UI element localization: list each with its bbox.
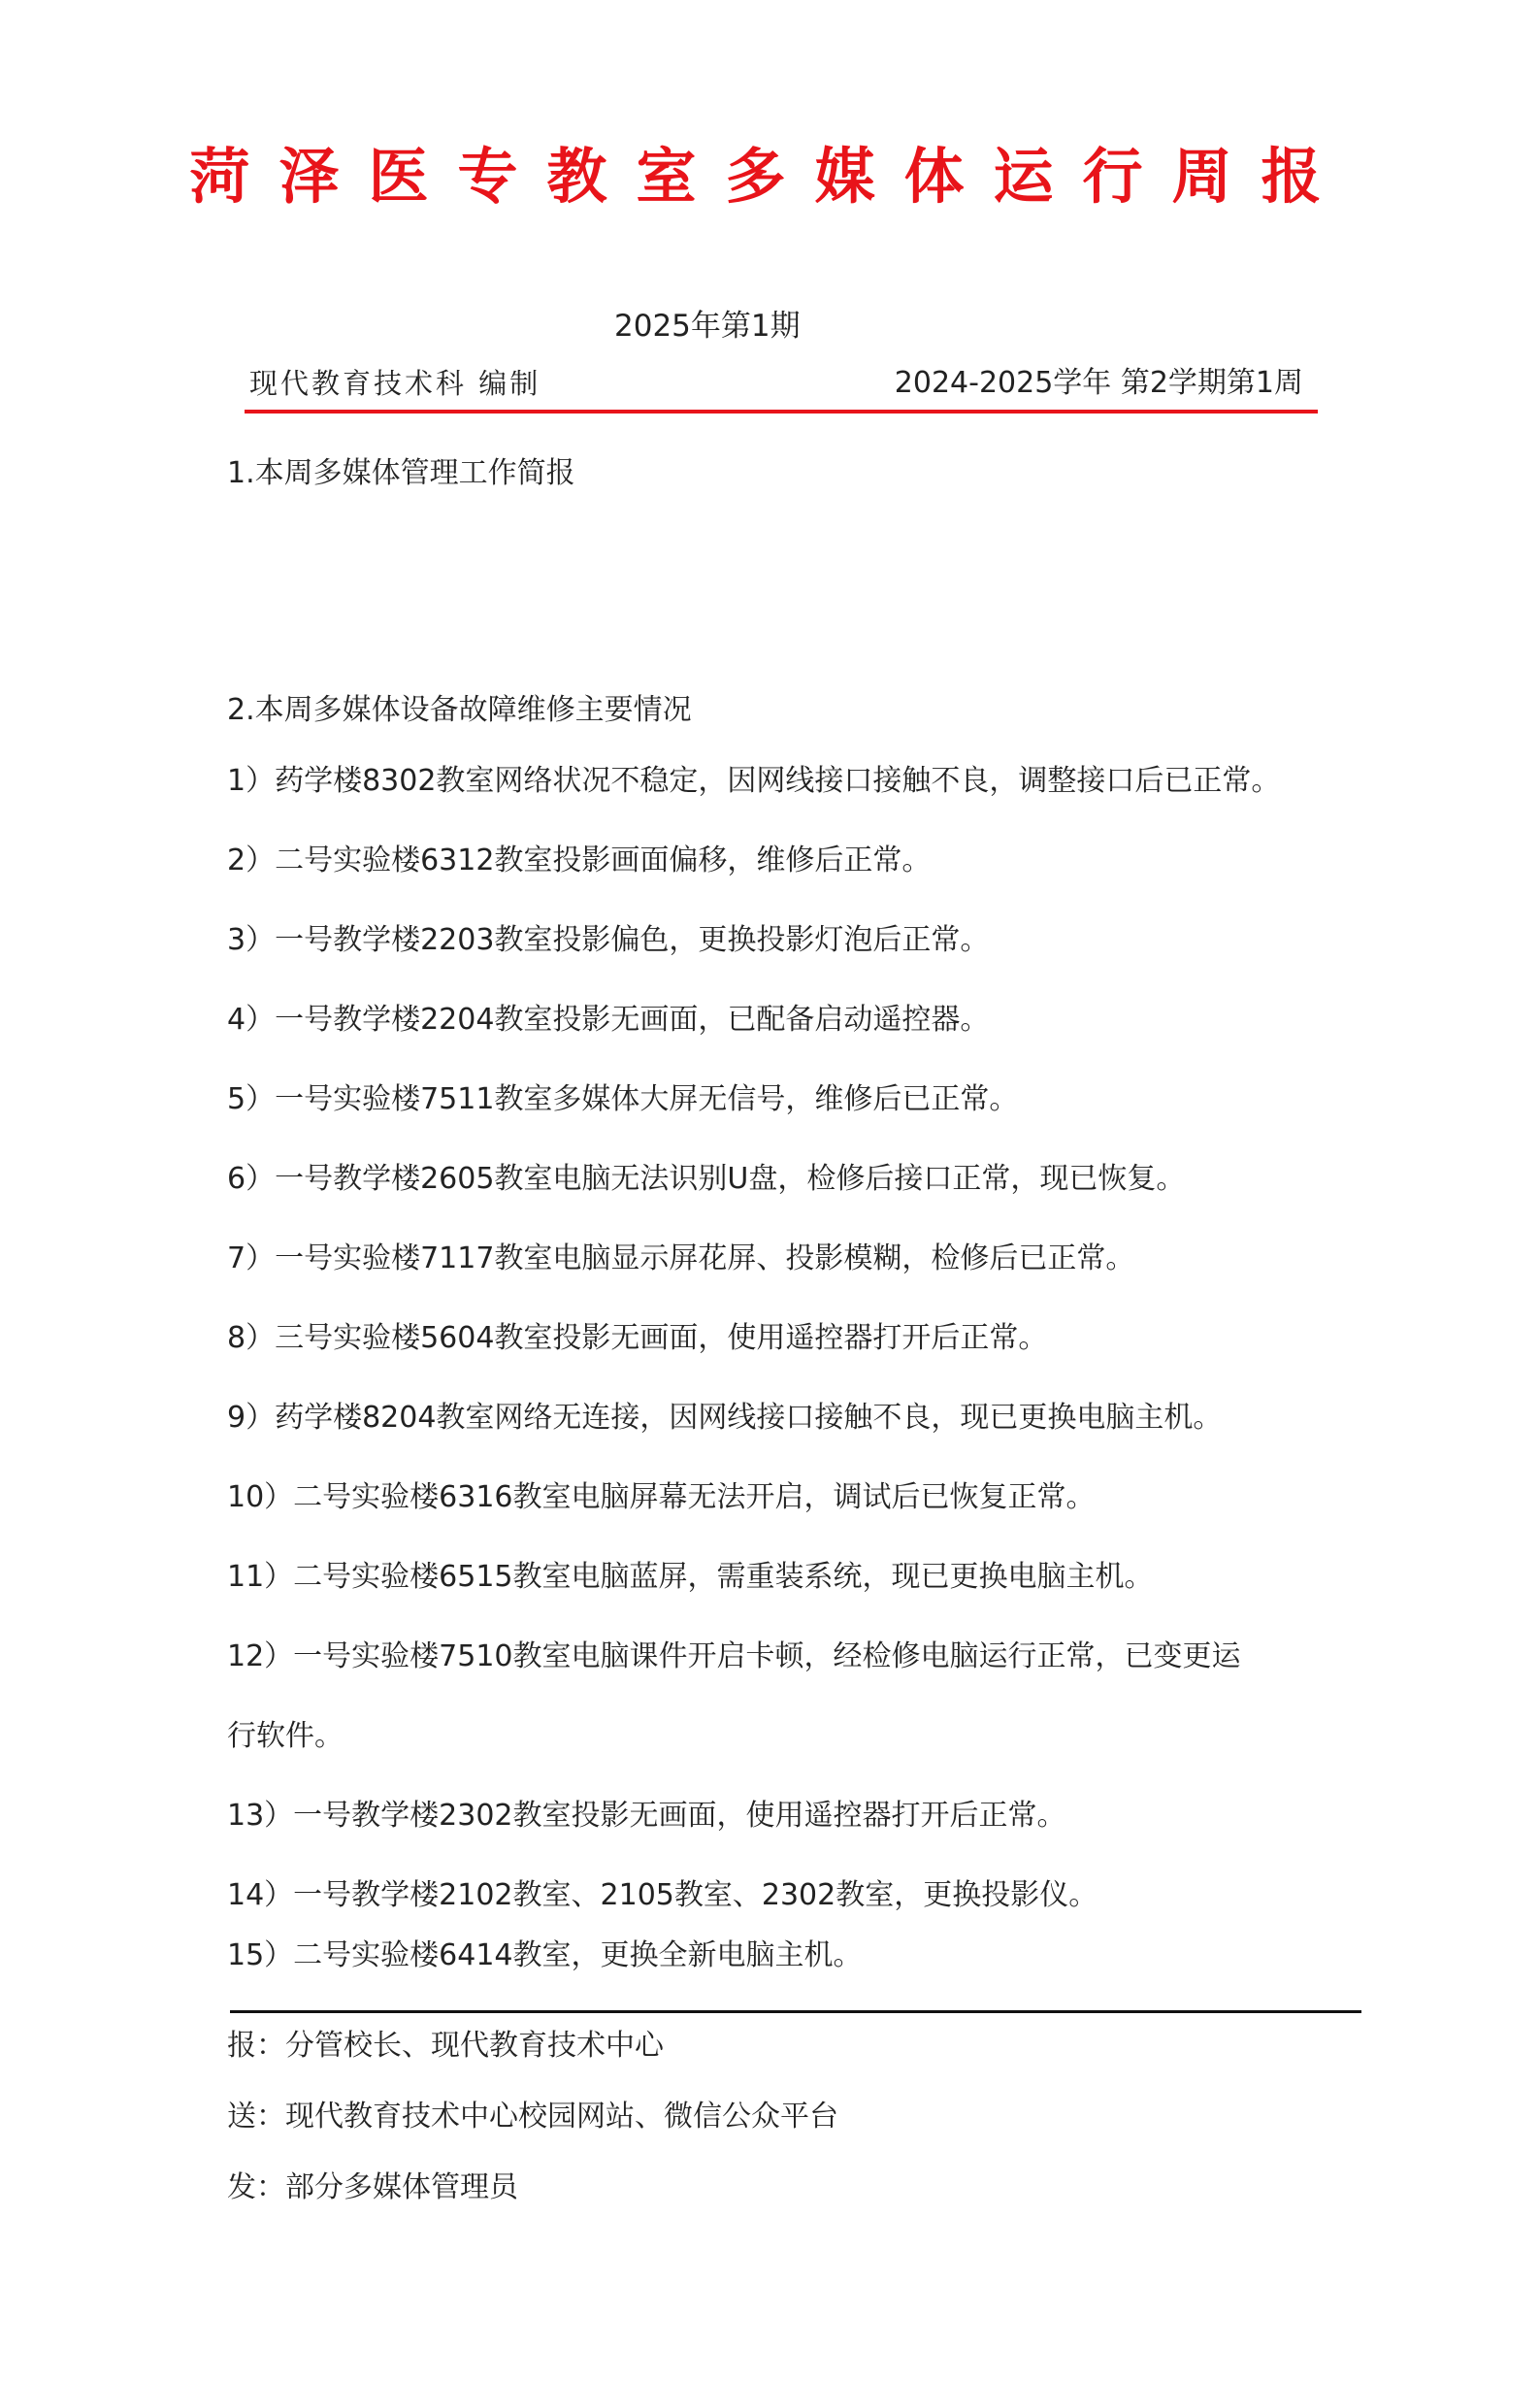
repair-item-1: 1）药学楼8302教室网络状况不稳定，因网线接口接触不良，调整接口后已正常。 [227,764,1281,798]
section-2-heading: 2.本周多媒体设备故障维修主要情况 [227,693,692,727]
repair-item-3: 3）一号教学楼2203教室投影偏色，更换投影灯泡后正常。 [227,923,990,957]
academic-term: 2024-2025学年 第2学期第1周 [894,366,1303,400]
repair-item-11: 11）二号实验楼6515教室电脑蓝屏，需重装系统，现已更换电脑主机。 [227,1560,1154,1594]
issue-number: 2025年第1期 [614,309,801,344]
repair-item-4: 4）一号教学楼2204教室投影无画面，已配备启动遥控器。 [227,1003,990,1037]
repair-item-5: 5）一号实验楼7511教室多媒体大屏无信号，维修后已正常。 [227,1082,1019,1116]
repair-item-6: 6）一号教学楼2605教室电脑无法识别U盘，检修后接口正常，现已恢复。 [227,1162,1186,1196]
section-1-heading: 1.本周多媒体管理工作简报 [227,456,575,490]
repair-item-10: 10）二号实验楼6316教室电脑屏幕无法开启，调试后已恢复正常。 [227,1480,1096,1514]
repair-item-12: 12）一号实验楼7510教室电脑课件开启卡顿，经检修电脑运行正常，已变更运 [227,1639,1241,1673]
footer-send-to: 送：现代教育技术中心校园网站、微信公众平台 [227,2100,838,2134]
repair-item-15: 15）二号实验楼6414教室，更换全新电脑主机。 [227,1938,863,1972]
repair-item-8: 8）三号实验楼5604教室投影无画面，使用遥控器打开后正常。 [227,1321,1048,1355]
repair-item-9: 9）药学楼8204教室网络无连接，因网线接口接触不良，现已更换电脑主机。 [227,1401,1223,1435]
repair-item-13: 13）一号教学楼2302教室投影无画面，使用遥控器打开后正常。 [227,1799,1066,1833]
footer-distribute-to: 发：部分多媒体管理员 [227,2170,518,2204]
report-title: 菏泽医专教室多媒体运行周报 [189,141,1351,212]
repair-item-12-continued: 行软件。 [227,1719,344,1753]
header-divider [245,410,1318,414]
footer-report-to: 报：分管校长、现代教育技术中心 [227,2029,664,2063]
footer-divider [230,2010,1361,2013]
repair-item-2: 2）二号实验楼6312教室投影画面偏移，维修后正常。 [227,844,932,877]
editor-department: 现代教育技术科 编制 [249,367,541,400]
repair-item-14: 14）一号教学楼2102教室、2105教室、2302教室，更换投影仪。 [227,1878,1098,1912]
repair-item-7: 7）一号实验楼7117教室电脑显示屏花屏、投影模糊，检修后已正常。 [227,1241,1135,1275]
